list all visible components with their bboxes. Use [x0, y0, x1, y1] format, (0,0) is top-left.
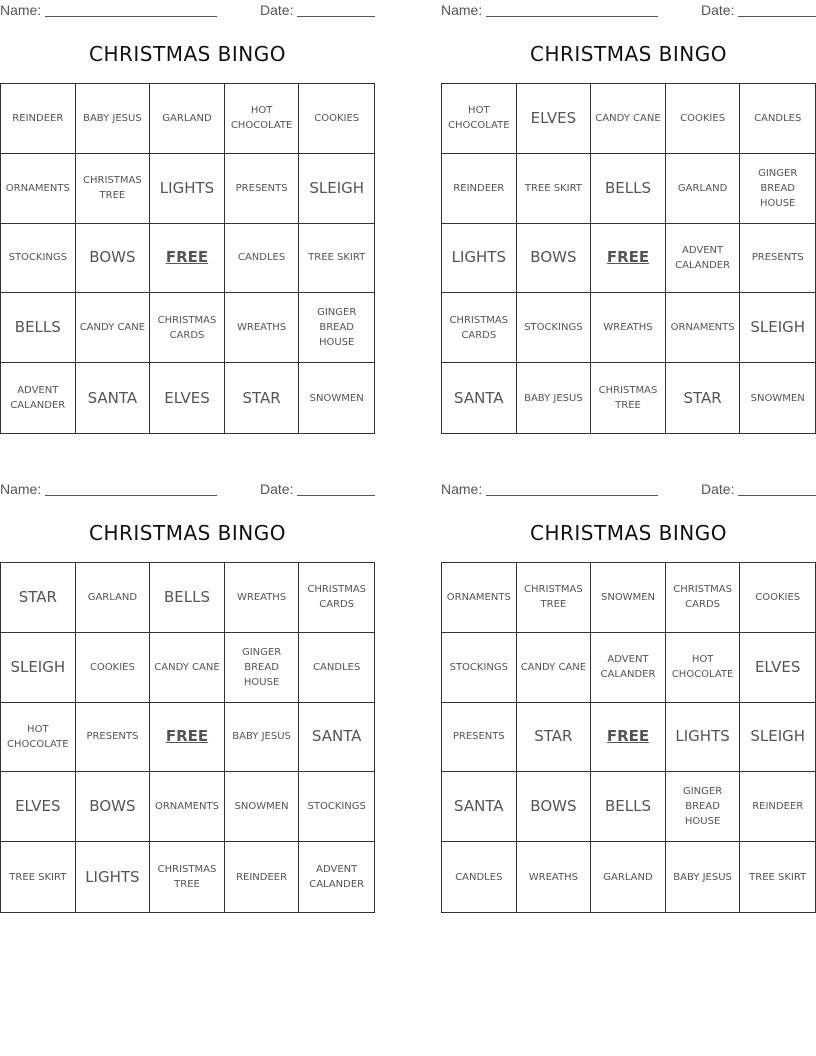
date-label: Date: — [701, 2, 735, 18]
bingo-grid — [0, 83, 375, 434]
bingo-cell: SNOWMEN — [225, 772, 300, 842]
bingo-cell: SANTA — [299, 703, 374, 773]
bingo-cell: REINDEER — [442, 154, 517, 224]
card-header — [441, 479, 816, 501]
bingo-cell: ORNAMENTS — [442, 563, 517, 633]
bingo-cell: PRESENTS — [76, 703, 151, 773]
bingo-cell: CHRISTMAS TREE — [591, 363, 666, 433]
free-space: FREE — [591, 224, 666, 294]
bingo-cell: REINDEER — [740, 772, 815, 842]
bingo-grid — [0, 562, 375, 913]
name-label: Name: — [0, 481, 42, 497]
bingo-cell: CANDY CANE — [76, 293, 151, 363]
bingo-cell: ORNAMENTS — [150, 772, 225, 842]
bingo-cell: LIGHTS — [76, 842, 151, 912]
bingo-cell: BOWS — [76, 224, 151, 294]
bingo-cell: CANDLES — [740, 84, 815, 154]
bingo-cell: ELVES — [740, 633, 815, 703]
date-blank — [297, 495, 375, 496]
card-header — [441, 0, 816, 22]
bingo-cell: ELVES — [1, 772, 76, 842]
free-space: FREE — [150, 224, 225, 294]
bingo-cell: WREATHS — [517, 842, 592, 912]
bingo-cell: TREE SKIRT — [517, 154, 592, 224]
name-label: Name: — [0, 2, 42, 18]
bingo-cell: BABY JESUS — [225, 703, 300, 773]
bingo-cell: TREE SKIRT — [299, 224, 374, 294]
bingo-card-1 — [0, 0, 375, 412]
bingo-cell: CHRISTMAS CARDS — [666, 563, 741, 633]
date-label: Date: — [260, 481, 294, 497]
card-title: CHRISTMAS BINGO — [529, 521, 728, 545]
bingo-cell: COOKIES — [740, 563, 815, 633]
bingo-cell: SLEIGH — [299, 154, 374, 224]
bingo-cell: SLEIGH — [740, 293, 815, 363]
bingo-cell: BABY JESUS — [517, 363, 592, 433]
bingo-cell: BELLS — [591, 772, 666, 842]
bingo-cell: SNOWMEN — [750, 392, 805, 404]
bingo-grid — [441, 83, 816, 434]
bingo-cell: COOKIES — [76, 633, 151, 703]
bingo-cell: PRESENTS — [442, 703, 517, 773]
bingo-cell: BOWS — [517, 224, 592, 294]
bingo-cell: ADVENT CALANDER — [666, 224, 741, 294]
bingo-cell: HOT CHOCOLATE — [1, 703, 76, 773]
date-label: Date: — [701, 481, 735, 497]
bingo-cell: ADVENT CALANDER — [309, 864, 365, 891]
name-label: Name: — [441, 2, 483, 18]
name-label: Name: — [441, 481, 483, 497]
bingo-cell: LIGHTS — [442, 224, 517, 294]
bingo-cell: CANDLES — [225, 224, 300, 294]
bingo-cell: PRESENTS — [225, 154, 300, 224]
bingo-cell: LIGHTS — [150, 154, 225, 224]
bingo-cell: WREATHS — [225, 563, 300, 633]
card-title: CHRISTMAS BINGO — [88, 42, 287, 66]
bingo-cell: SNOWMEN — [309, 392, 364, 404]
bingo-cell: ADVENT CALANDER — [591, 633, 666, 703]
date-blank — [738, 495, 816, 496]
bingo-cell: CHRISTMAS CARDS — [442, 293, 517, 363]
bingo-cell: GINGER BREAD HOUSE — [225, 633, 300, 703]
card-title: CHRISTMAS BINGO — [88, 521, 287, 545]
bingo-card-4 — [441, 479, 816, 883]
bingo-cell: CHRISTMAS CARDS — [150, 293, 225, 363]
bingo-cell: TREE SKIRT — [1, 842, 76, 912]
bingo-cell: SNOWMEN — [591, 563, 666, 633]
bingo-cell: REINDEER — [225, 842, 300, 912]
card-title: CHRISTMAS BINGO — [529, 42, 728, 66]
bingo-cell: TREE SKIRT — [749, 871, 807, 883]
bingo-grid — [441, 562, 816, 913]
bingo-cell: ELVES — [517, 84, 592, 154]
bingo-cell: STAR — [1, 563, 76, 633]
bingo-cell: HOT CHOCOLATE — [225, 84, 300, 154]
bingo-cell: SLEIGH — [1, 633, 76, 703]
bingo-cell: HOT CHOCOLATE — [442, 84, 517, 154]
bingo-cell: ORNAMENTS — [1, 154, 76, 224]
free-space: FREE — [591, 703, 666, 773]
date-blank — [297, 16, 375, 17]
bingo-cell: CHRISTMAS TREE — [76, 154, 151, 224]
bingo-cell: SANTA — [442, 363, 517, 433]
bingo-cell: ADVENT CALANDER — [1, 363, 76, 433]
name-blank — [486, 495, 658, 496]
bingo-card-3 — [0, 479, 375, 891]
bingo-cell: STOCKINGS — [1, 224, 76, 294]
bingo-cell: SANTA — [76, 363, 151, 433]
card-header — [0, 0, 375, 22]
bingo-cell: BOWS — [76, 772, 151, 842]
bingo-cell: SANTA — [442, 772, 517, 842]
bingo-cell: CHRISTMAS CARDS — [299, 563, 374, 633]
bingo-cell: GARLAND — [76, 563, 151, 633]
bingo-cell: BELLS — [150, 563, 225, 633]
bingo-cell: GINGER BREAD HOUSE — [299, 293, 374, 363]
bingo-cell: STAR — [225, 363, 300, 433]
bingo-cell: STOCKINGS — [442, 633, 517, 703]
card-header — [0, 479, 375, 501]
bingo-cell: COOKIES — [666, 84, 741, 154]
bingo-cell: CHRISTMAS TREE — [150, 842, 225, 912]
date-label: Date: — [260, 2, 294, 18]
bingo-cell: BELLS — [1, 293, 76, 363]
bingo-cell: STOCKINGS — [299, 772, 374, 842]
bingo-cell: WREATHS — [591, 293, 666, 363]
bingo-cell: BOWS — [517, 772, 592, 842]
bingo-cell: CANDY CANE — [150, 633, 225, 703]
free-space: FREE — [150, 703, 225, 773]
bingo-cell: STOCKINGS — [517, 293, 592, 363]
bingo-cell: CHRISTMAS TREE — [517, 563, 592, 633]
bingo-cell: CANDY CANE — [591, 84, 666, 154]
bingo-cell: CANDLES — [442, 842, 517, 912]
bingo-cell: ORNAMENTS — [666, 293, 741, 363]
bingo-cell: REINDEER — [1, 84, 76, 154]
bingo-cell: STAR — [666, 363, 741, 433]
bingo-cell: ELVES — [150, 363, 225, 433]
bingo-card-2 — [441, 0, 816, 412]
name-blank — [45, 16, 217, 17]
bingo-cell: GARLAND — [150, 84, 225, 154]
bingo-cell: GINGER BREAD HOUSE — [666, 772, 741, 842]
bingo-cell: HOT CHOCOLATE — [666, 633, 741, 703]
bingo-cell: SLEIGH — [740, 703, 815, 773]
bingo-cell: LIGHTS — [666, 703, 741, 773]
bingo-cell: BABY JESUS — [76, 84, 151, 154]
bingo-cell: GARLAND — [591, 842, 666, 912]
bingo-cell: STAR — [517, 703, 592, 773]
bingo-cell: CANDY CANE — [517, 633, 592, 703]
bingo-cell: GARLAND — [666, 154, 741, 224]
bingo-cell: PRESENTS — [740, 224, 815, 294]
date-blank — [738, 16, 816, 17]
bingo-cell: GINGER BREAD HOUSE — [740, 154, 815, 224]
bingo-cell: COOKIES — [299, 84, 374, 154]
name-blank — [45, 495, 217, 496]
bingo-cell: CANDLES — [299, 633, 374, 703]
bingo-cell: BELLS — [591, 154, 666, 224]
bingo-cell: WREATHS — [225, 293, 300, 363]
name-blank — [486, 16, 658, 17]
bingo-cell: BABY JESUS — [666, 842, 741, 912]
